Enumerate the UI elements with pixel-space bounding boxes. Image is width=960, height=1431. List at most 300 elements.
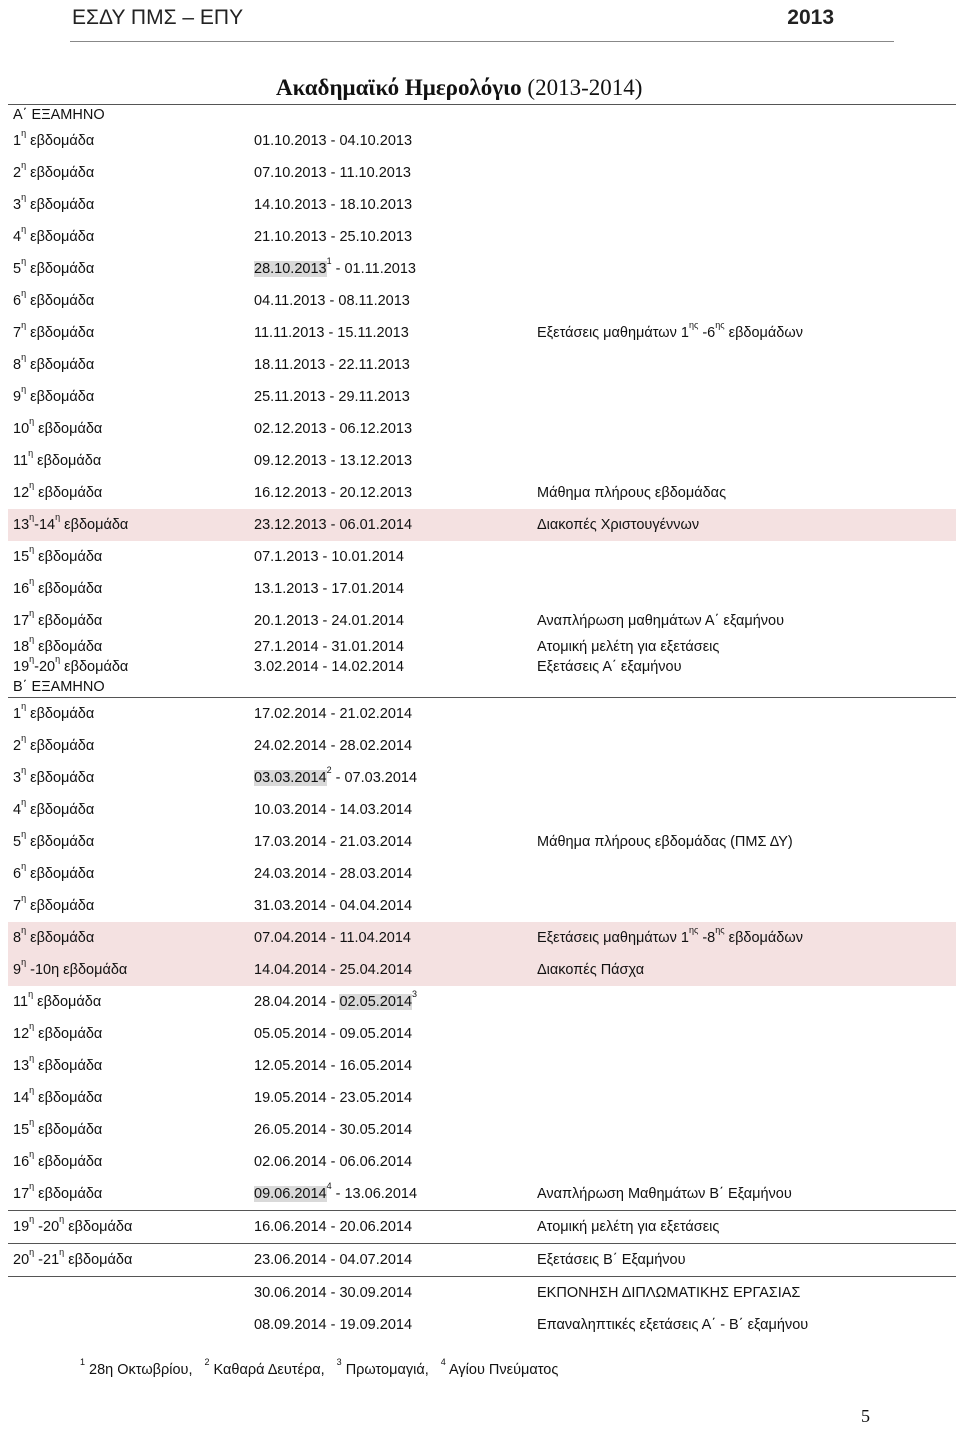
table-row xyxy=(8,573,956,605)
date-range-text: 20.1.2013 - 24.01.2014 xyxy=(254,613,404,629)
table-row xyxy=(8,1178,956,1210)
date-range xyxy=(254,1146,412,1178)
note-text: Ατομική μελέτη για εξετάσεις xyxy=(537,1219,720,1235)
superscript: η xyxy=(21,861,27,872)
week-number: 4 xyxy=(13,229,22,245)
superscript: 4 xyxy=(326,1181,332,1192)
week-number: 6 xyxy=(13,293,22,309)
week-number: 4 xyxy=(13,802,22,818)
week-label xyxy=(13,954,127,986)
superscript: ης xyxy=(715,925,725,936)
week-word: εβδομάδα xyxy=(34,1058,103,1074)
date-range xyxy=(254,858,412,890)
semester-heading-row xyxy=(8,104,956,125)
week-word: εβδομάδα xyxy=(34,1154,103,1170)
date-start: 09.06.2014 xyxy=(254,1186,327,1202)
table-row xyxy=(8,1146,956,1178)
superscript: η xyxy=(29,1214,35,1225)
date-range-text: 09.12.2013 - 13.12.2013 xyxy=(254,453,413,469)
note-text: Ατομική μελέτη για εξετάσεις xyxy=(537,639,720,655)
date-range-text: 3.02.2014 - 14.02.2014 xyxy=(254,659,404,675)
date-range xyxy=(254,573,404,605)
week-label xyxy=(13,1146,102,1178)
week-number-end: -10η xyxy=(26,962,60,978)
week-label xyxy=(13,654,129,677)
week-word: εβδομάδα xyxy=(26,738,95,754)
week-word: εβδομάδα xyxy=(33,994,102,1010)
week-word: εβδομάδα xyxy=(34,1026,103,1042)
row-note xyxy=(537,637,719,657)
week-number: 9 xyxy=(13,962,22,978)
week-word: εβδομάδα xyxy=(26,197,95,213)
table-row xyxy=(8,858,956,890)
table-row xyxy=(8,253,956,285)
superscript: η xyxy=(21,256,27,267)
week-label xyxy=(13,1114,102,1146)
date-start: 03.03.2014 xyxy=(254,770,327,786)
week-label xyxy=(13,1018,102,1050)
week-word: εβδομάδα xyxy=(26,389,95,405)
superscript: ης xyxy=(715,320,725,331)
week-number: 16 xyxy=(13,1154,30,1170)
date-start: 28.10.2013 xyxy=(254,261,327,277)
date-range xyxy=(254,637,404,657)
superscript: η xyxy=(21,352,27,363)
date-range-text: 04.11.2013 - 08.11.2013 xyxy=(254,293,410,309)
date-range-text: 30.06.2014 - 30.09.2014 xyxy=(254,1285,413,1301)
week-label xyxy=(13,1178,102,1210)
date-range xyxy=(254,986,417,1018)
table-row xyxy=(8,477,956,509)
week-word: εβδομάδα xyxy=(26,229,95,245)
date-range-text: 23.12.2013 - 06.01.2014 xyxy=(254,517,413,533)
date-range-text: 16.12.2013 - 20.12.2013 xyxy=(254,485,413,501)
date-range xyxy=(254,922,411,954)
date-range xyxy=(254,381,410,413)
week-word: εβδομάδα xyxy=(60,659,129,675)
superscript: η xyxy=(21,797,27,808)
week-label xyxy=(13,1211,132,1243)
date-range-text: 14.04.2014 - 25.04.2014 xyxy=(254,962,413,978)
week-word: εβδομάδα xyxy=(59,962,128,978)
date-range xyxy=(254,698,412,730)
note-text: εβδομάδων xyxy=(724,325,803,341)
week-number: 1 xyxy=(13,133,22,149)
week-number: 9 xyxy=(13,389,22,405)
week-number: 5 xyxy=(13,834,22,850)
date-end: - 01.11.2013 xyxy=(331,261,416,277)
date-range-text: 12.05.2014 - 16.05.2014 xyxy=(254,1058,413,1074)
date-range-text: 24.03.2014 - 28.03.2014 xyxy=(254,866,413,882)
date-range-text: 26.05.2014 - 30.05.2014 xyxy=(254,1122,413,1138)
date-range xyxy=(254,605,404,637)
week-number: 17 xyxy=(13,1186,30,1202)
superscript: η xyxy=(29,1085,35,1096)
week-word: εβδομάδα xyxy=(26,293,95,309)
date-range xyxy=(254,285,410,317)
date-range xyxy=(254,1178,417,1210)
table-row xyxy=(8,541,956,573)
week-label xyxy=(13,573,102,605)
table-row xyxy=(8,349,956,381)
superscript: 1 xyxy=(326,256,332,267)
week-number: 18 xyxy=(13,639,30,655)
week-word: εβδομάδα xyxy=(34,549,103,565)
week-word: εβδομάδα xyxy=(34,1122,103,1138)
date-range-text: 07.10.2013 - 11.10.2013 xyxy=(254,165,411,181)
table-row xyxy=(8,730,956,762)
superscript: η xyxy=(29,1149,35,1160)
superscript: η xyxy=(21,224,27,235)
note-text: Εξετάσεις μαθημάτων 1 xyxy=(537,325,689,341)
note-text: Διακοπές Χριστουγέννων xyxy=(537,517,700,533)
week-number: 10 xyxy=(13,421,30,437)
week-word: εβδομάδα xyxy=(26,898,95,914)
table-row xyxy=(8,189,956,221)
superscript: η xyxy=(29,1117,35,1128)
superscript: η xyxy=(21,384,27,395)
week-word: εβδομάδα xyxy=(26,357,95,373)
superscript: η xyxy=(29,544,35,555)
date-range xyxy=(254,253,416,285)
note-text: Αναπλήρωση Μαθημάτων Β΄ Εξαμήνου xyxy=(537,1186,792,1202)
note-text: Αναπλήρωση μαθημάτων Α΄ εξαμήνου xyxy=(537,613,785,629)
week-number-end: -20 xyxy=(34,659,56,675)
note-text: Διακοπές Πάσχα xyxy=(537,962,645,978)
page-number: 5 xyxy=(861,1406,870,1426)
week-word: εβδομάδα xyxy=(64,1252,133,1268)
superscript: η xyxy=(29,1247,35,1258)
table-row xyxy=(8,890,956,922)
week-number: 19 xyxy=(13,659,30,675)
week-label xyxy=(13,413,102,445)
semester-heading-row xyxy=(8,677,956,698)
table-row xyxy=(8,1276,956,1309)
date-range xyxy=(254,125,412,157)
date-range-text: 18.11.2013 - 22.11.2013 xyxy=(254,357,410,373)
date-range-text: 17.03.2014 - 21.03.2014 xyxy=(254,834,413,850)
week-number: 16 xyxy=(13,581,30,597)
date-range xyxy=(254,1114,412,1146)
table-row xyxy=(8,317,956,349)
date-range-text: 17.02.2014 - 21.02.2014 xyxy=(254,706,413,722)
date-end: - 13.06.2014 xyxy=(331,1186,418,1202)
superscript: ης xyxy=(688,925,699,936)
date-range-text: 02.06.2014 - 06.06.2014 xyxy=(254,1154,413,1170)
row-note xyxy=(537,605,784,637)
date-range-text: 08.09.2014 - 19.09.2014 xyxy=(254,1317,413,1333)
date-range-text: 21.10.2013 - 25.10.2013 xyxy=(254,229,413,245)
week-label xyxy=(13,1082,102,1114)
superscript: η xyxy=(59,1247,65,1258)
note-text: εβδομάδων xyxy=(724,930,803,946)
date-range-text: 10.03.2014 - 14.03.2014 xyxy=(254,802,413,818)
week-label xyxy=(13,605,102,637)
week-label xyxy=(13,221,94,253)
week-number: 15 xyxy=(13,1122,30,1138)
superscript: η xyxy=(21,957,27,968)
table-row xyxy=(8,1050,956,1082)
week-number: 3 xyxy=(13,770,22,786)
superscript: η xyxy=(29,634,35,645)
row-note xyxy=(537,954,644,986)
superscript: η xyxy=(21,925,27,936)
table-row xyxy=(8,157,956,189)
week-number: 11 xyxy=(13,453,29,469)
week-word: εβδομάδα xyxy=(26,802,95,818)
week-label xyxy=(13,125,94,157)
week-number: 7 xyxy=(13,898,22,914)
date-range xyxy=(254,1211,412,1243)
page-title-years: (2013-2014) xyxy=(527,75,643,100)
week-word: εβδομάδα xyxy=(26,834,95,850)
table-row xyxy=(8,1082,956,1114)
week-label xyxy=(13,1244,132,1276)
week-label xyxy=(13,253,94,285)
week-label xyxy=(13,762,94,794)
week-label xyxy=(13,794,94,826)
date-range xyxy=(254,1277,412,1309)
row-note xyxy=(537,1211,719,1243)
header-divider xyxy=(70,41,894,42)
week-label xyxy=(13,730,94,762)
row-note xyxy=(537,1277,800,1309)
date-range xyxy=(254,445,412,477)
date-range xyxy=(254,349,410,381)
superscript: η xyxy=(21,829,27,840)
week-number: 12 xyxy=(13,485,30,501)
date-range-text: 07.04.2014 - 11.04.2014 xyxy=(254,930,411,946)
week-word: εβδομάδα xyxy=(34,581,103,597)
date-end: 02.05.2014 xyxy=(339,994,413,1010)
date-range xyxy=(254,954,412,986)
week-number: 8 xyxy=(13,930,22,946)
date-range-text: 23.06.2014 - 04.07.2014 xyxy=(254,1252,413,1268)
footnote-text: Καθαρά Δευτέρα, xyxy=(209,1362,325,1378)
superscript: ης xyxy=(688,320,699,331)
week-word: εβδομάδα xyxy=(34,485,103,501)
week-word: εβδομάδα xyxy=(34,1090,103,1106)
date-range xyxy=(254,509,412,541)
table-row xyxy=(8,1243,956,1276)
table-row xyxy=(8,698,956,730)
note-text: Μάθημα πλήρους εβδομάδας xyxy=(537,485,727,501)
table-row xyxy=(8,381,956,413)
table-row xyxy=(8,634,956,657)
week-number: 17 xyxy=(13,613,30,629)
superscript: 3 xyxy=(336,1357,342,1368)
date-range-text: 07.1.2013 - 10.01.2014 xyxy=(254,549,404,565)
note-text: Εξετάσεις Β΄ Εξαμήνου xyxy=(537,1252,686,1268)
week-number: 3 xyxy=(13,197,22,213)
superscript: η xyxy=(55,512,61,523)
superscript: η xyxy=(29,608,35,619)
week-number: 20 xyxy=(13,1252,30,1268)
week-label xyxy=(13,445,101,477)
footnotes xyxy=(80,1357,570,1378)
date-start: 28.04.2014 - xyxy=(254,994,340,1010)
week-label xyxy=(13,541,102,573)
superscript: η xyxy=(28,989,34,1000)
week-label xyxy=(13,890,94,922)
week-number: 2 xyxy=(13,165,22,181)
date-range xyxy=(254,221,412,253)
superscript: η xyxy=(59,1214,65,1225)
superscript: η xyxy=(21,765,27,776)
superscript: η xyxy=(29,512,35,523)
week-label xyxy=(13,317,94,349)
week-word: εβδομάδα xyxy=(60,517,129,533)
table-row xyxy=(8,509,956,541)
superscript: 2 xyxy=(326,765,332,776)
week-label xyxy=(13,189,94,221)
week-word: εβδομάδα xyxy=(26,165,95,181)
week-word: εβδομάδα xyxy=(64,1219,133,1235)
week-number: 7 xyxy=(13,325,22,341)
table-row xyxy=(8,125,956,157)
week-label xyxy=(13,826,94,858)
week-number-end: -21 xyxy=(34,1252,60,1268)
week-word: εβδομάδα xyxy=(26,706,95,722)
week-label xyxy=(13,698,94,730)
row-note xyxy=(537,477,726,509)
superscript: η xyxy=(21,288,27,299)
row-note xyxy=(537,509,699,541)
date-range xyxy=(254,1244,412,1276)
week-word: εβδομάδα xyxy=(34,639,103,655)
week-number-end: -20 xyxy=(34,1219,60,1235)
row-note xyxy=(537,657,682,677)
week-number: 2 xyxy=(13,738,22,754)
note-text: Εξετάσεις μαθημάτων 1 xyxy=(537,930,689,946)
date-range-text: 27.1.2014 - 31.01.2014 xyxy=(254,639,404,655)
week-number: 15 xyxy=(13,549,30,565)
table-row xyxy=(8,762,956,794)
row-note xyxy=(537,826,793,858)
note-text: -8 xyxy=(698,930,716,946)
date-range-text: 31.03.2014 - 04.04.2014 xyxy=(254,898,413,914)
superscript: 2 xyxy=(204,1357,210,1368)
superscript: η xyxy=(21,733,27,744)
week-number: 11 xyxy=(13,994,29,1010)
week-number: 5 xyxy=(13,261,22,277)
table-row xyxy=(8,221,956,253)
week-word: εβδομάδα xyxy=(26,930,95,946)
superscript: 4 xyxy=(440,1357,446,1368)
week-number: 13 xyxy=(13,1058,30,1074)
date-range xyxy=(254,1050,412,1082)
week-word: εβδομάδα xyxy=(26,770,95,786)
date-range-text: 19.05.2014 - 23.05.2014 xyxy=(254,1090,413,1106)
week-word: εβδομάδα xyxy=(34,421,103,437)
footnote-text: 28η Οκτωβρίου, xyxy=(85,1362,193,1378)
table-row xyxy=(8,1114,956,1146)
row-note xyxy=(537,1178,792,1210)
week-word: εβδομάδα xyxy=(26,325,95,341)
semester-heading: Α΄ ΕΞΑΜΗΝΟ xyxy=(13,107,105,123)
week-number: 14 xyxy=(13,1090,30,1106)
date-range-text: 02.12.2013 - 06.12.2013 xyxy=(254,421,413,437)
week-label xyxy=(13,477,102,509)
superscript: η xyxy=(21,128,27,139)
note-text: ΕΚΠΟΝΗΣΗ ΔΙΠΛΩΜΑΤΙΚΗΣ ΕΡΓΑΣΙΑΣ xyxy=(537,1285,801,1301)
note-text: Μάθημα πλήρους εβδομάδας (ΠΜΣ ΔΥ) xyxy=(537,834,793,850)
row-note xyxy=(537,1244,686,1276)
superscript: η xyxy=(21,701,27,712)
date-range xyxy=(254,657,404,677)
superscript: η xyxy=(21,320,27,331)
week-number-end: -14 xyxy=(34,517,56,533)
superscript: 3 xyxy=(412,989,418,1000)
superscript: η xyxy=(55,654,61,665)
date-range xyxy=(254,1018,412,1050)
date-range xyxy=(254,890,412,922)
date-range-text: 13.1.2013 - 17.01.2014 xyxy=(254,581,404,597)
date-range-text: 05.05.2014 - 09.05.2014 xyxy=(254,1026,413,1042)
week-number: 6 xyxy=(13,866,22,882)
week-label xyxy=(13,1050,102,1082)
table-row xyxy=(8,954,956,986)
date-range xyxy=(254,413,412,445)
page-title-main: Ακαδημαϊκό Ημερολόγιο xyxy=(276,75,522,100)
table-row xyxy=(8,285,956,317)
date-range xyxy=(254,541,404,573)
row-note xyxy=(537,317,803,349)
date-range-text: 14.10.2013 - 18.10.2013 xyxy=(254,197,413,213)
superscript: 1 xyxy=(80,1357,86,1368)
week-label xyxy=(13,285,94,317)
superscript: η xyxy=(29,1021,35,1032)
superscript: η xyxy=(29,576,35,587)
superscript: η xyxy=(21,160,27,171)
week-number: 12 xyxy=(13,1026,30,1042)
date-range xyxy=(254,794,412,826)
header-year: 2013 xyxy=(787,6,834,29)
date-range xyxy=(254,762,417,794)
superscript: η xyxy=(29,1053,35,1064)
table-row xyxy=(8,794,956,826)
header-title: ΕΣΔΥ ΠΜΣ – ΕΠΥ xyxy=(72,6,244,29)
date-range-text: 16.06.2014 - 20.06.2014 xyxy=(254,1219,413,1235)
date-range-text: 11.11.2013 - 15.11.2013 xyxy=(254,325,409,341)
week-word: εβδομάδα xyxy=(26,133,95,149)
week-label xyxy=(13,858,94,890)
superscript: η xyxy=(29,416,35,427)
date-end: - 07.03.2014 xyxy=(331,770,418,786)
week-label xyxy=(13,349,94,381)
row-note xyxy=(537,922,803,954)
week-number: 1 xyxy=(13,706,22,722)
date-range xyxy=(254,1309,412,1341)
week-word: εβδομάδα xyxy=(33,453,102,469)
footnote-text: Αγίου Πνεύματος xyxy=(445,1362,559,1378)
week-label xyxy=(13,509,128,541)
note-text: Εξετάσεις Α΄ εξαμήνου xyxy=(537,659,682,675)
week-number: 13 xyxy=(13,517,30,533)
week-label xyxy=(13,381,94,413)
date-range-text: 01.10.2013 - 04.10.2013 xyxy=(254,133,413,149)
superscript: η xyxy=(29,1181,35,1192)
footnote-text: Πρωτομαγιά, xyxy=(341,1362,429,1378)
table-row xyxy=(8,1018,956,1050)
week-label xyxy=(13,922,94,954)
calendar-table xyxy=(8,104,956,1341)
date-range xyxy=(254,317,409,349)
week-number: 8 xyxy=(13,357,22,373)
table-row xyxy=(8,605,956,637)
table-row xyxy=(8,654,956,677)
row-note xyxy=(537,1309,808,1341)
